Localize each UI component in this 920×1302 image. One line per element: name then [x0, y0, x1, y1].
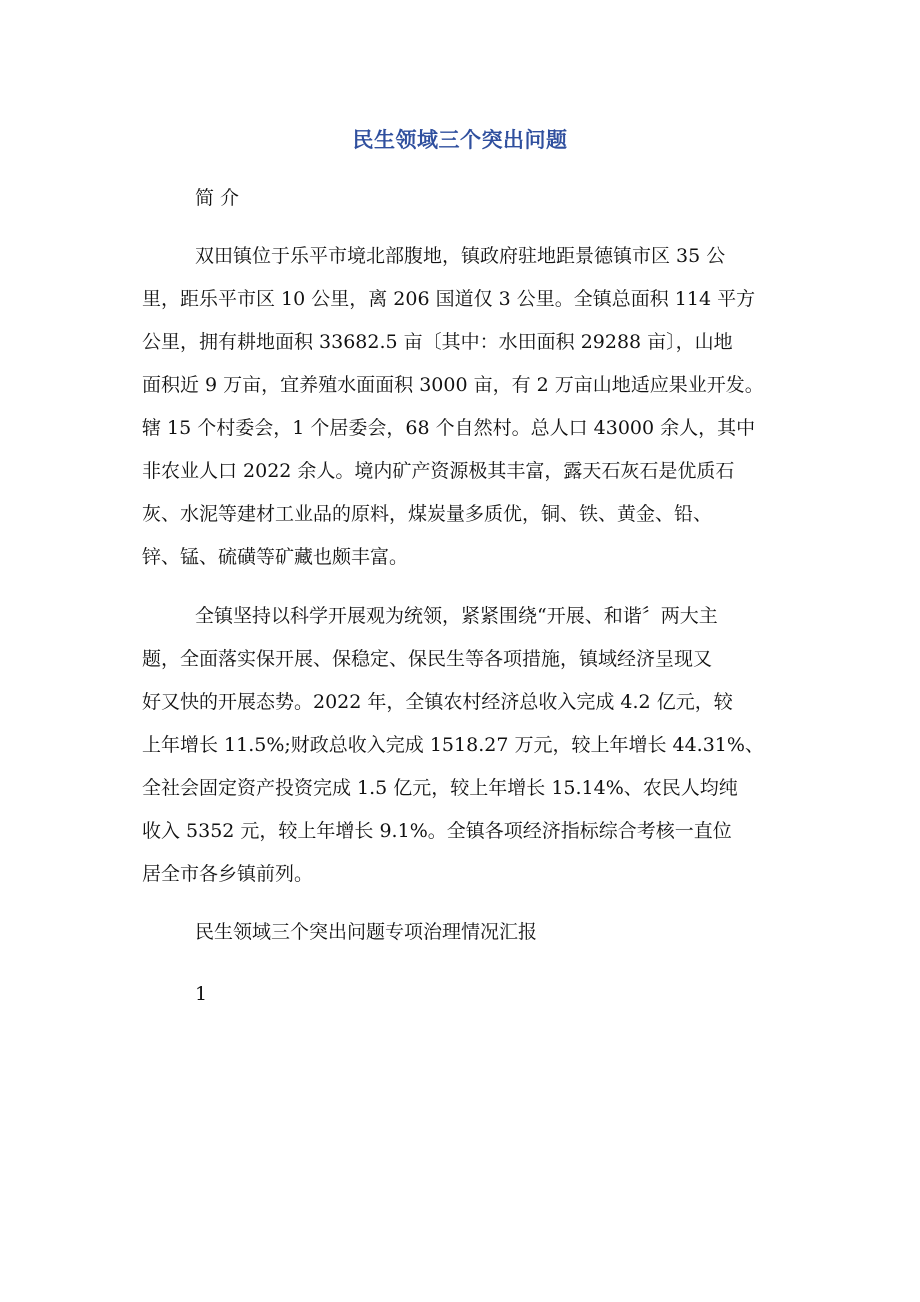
paragraph1-line-5: 辖 15 个村委会，1 个居委会，68 个自然村。总人口 43000 余人，其中: [142, 417, 756, 439]
document-subtitle: 民生领域三个突出问题专项治理情况汇报: [195, 921, 538, 943]
paragraph2-line-7: 居全市各乡镇前列。: [142, 863, 314, 885]
paragraph2-line-1: 全镇坚持以科学开展观为统领，紧紧围绕“开展、和谐〞两大主: [195, 605, 718, 627]
paragraph2-line-2: 题，全面落实保开展、保稳定、保民生等各项措施，镇域经济呈现又: [142, 648, 713, 670]
paragraph2-line-3: 好又快的开展态势。2022 年，全镇农村经济总收入完成 4.2 亿元，较: [142, 691, 733, 713]
paragraph1-line-7: 灰、水泥等建材工业品的原料，煤炭量多质优，铜、铁、黄金、铅、: [142, 503, 713, 525]
page-number: 1: [195, 983, 208, 1005]
section-heading: 简 介: [195, 187, 240, 209]
paragraph2-line-4: 上年增长 11.5%;财政总收入完成 1518.27 万元，较上年增长 44.31%、: [142, 734, 764, 756]
paragraph1-line-6: 非农业人口 2022 余人。境内矿产资源极其丰富，露天石灰石是优质石: [142, 460, 735, 482]
paragraph1-line-8: 锌、锰、硫磺等矿藏也颇丰富。: [142, 546, 409, 568]
paragraph1-line-3: 公里，拥有耕地面积 33682.5 亩〔其中：水田面积 29288 亩〕，山地: [142, 331, 733, 353]
document-title: 民生领域三个突出问题: [352, 128, 568, 152]
paragraph1-line-4: 面积近 9 万亩，宜养殖水面面积 3000 亩，有 2 万亩山地适应果业开发。: [142, 374, 764, 396]
paragraph2-line-6: 收入 5352 元，较上年增长 9.1%。全镇各项经济指标综合考核一直位: [142, 820, 732, 842]
paragraph2-line-5: 全社会固定资产投资完成 1.5 亿元，较上年增长 15.14%、农民人均纯: [142, 777, 738, 799]
paragraph1-line-1: 双田镇位于乐平市境北部腹地，镇政府驻地距景德镇市区 35 公: [195, 245, 726, 267]
paragraph1-line-2: 里，距乐平市区 10 公里，离 206 国道仅 3 公里。全镇总面积 114 平方: [142, 288, 756, 310]
